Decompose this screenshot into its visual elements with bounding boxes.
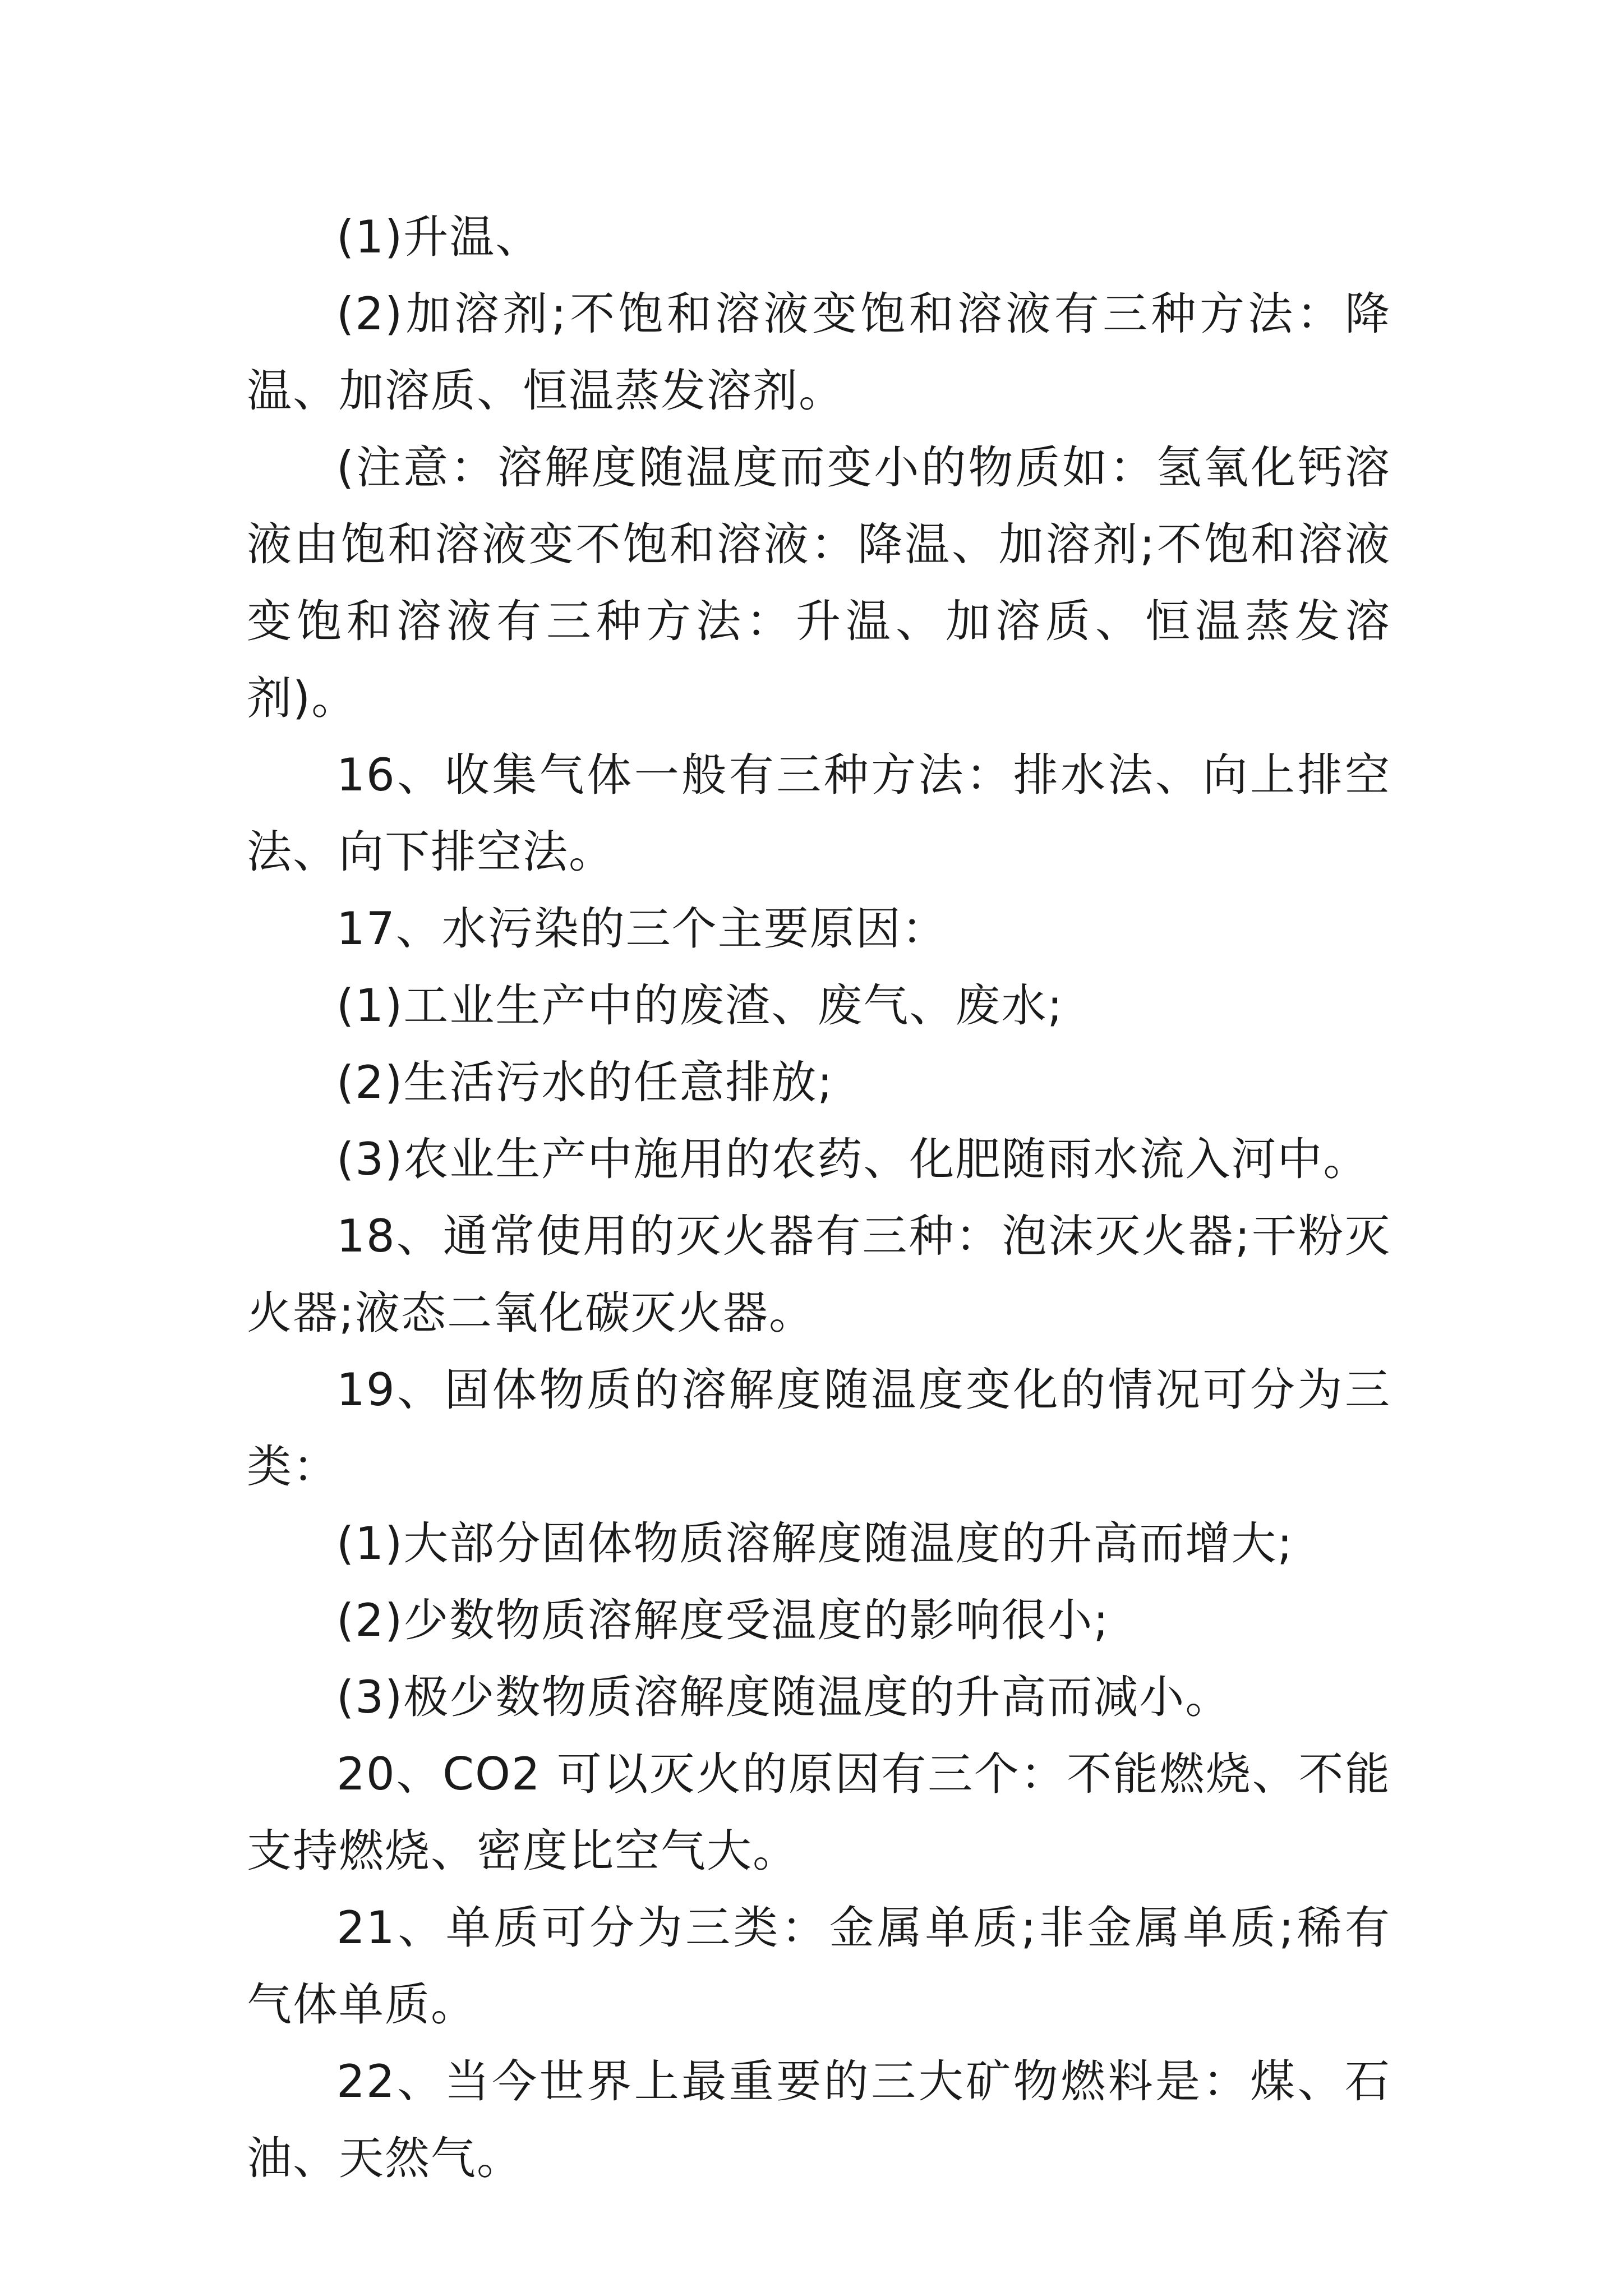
- paragraph-6: (1)工业生产中的废渣、废气、废水;: [336, 979, 1064, 1032]
- paragraph-13: (3)极少数物质溶解度随温度的升高而减小。: [336, 1671, 1232, 1723]
- paragraph-1: (1)升温、: [336, 211, 542, 263]
- paragraph-9: 18、通常使用的灭火器有三种：泡沫灭火器;干粉灭火器;液态二氧化碳灭火器。: [247, 1210, 1391, 1339]
- paragraph-4: 16、收集气体一般有三种方法：排水法、向上排空法、向下排空法。: [247, 749, 1391, 878]
- paragraph-12: (2)少数物质溶解度受温度的影响很小;: [336, 1594, 1110, 1646]
- paragraph-5: 17、水污染的三个主要原因：: [336, 903, 948, 955]
- paragraph-3: (注意：溶解度随温度而变小的物质如：氢氧化钙溶液由饱和溶液变不饱和溶液：降温、加溶剂;不饱和溶液变饱和溶液有三种方法：升温、加溶质、恒温蒸发溶剂)。: [247, 441, 1391, 724]
- paragraph-7: (2)生活污水的任意排放;: [336, 1056, 834, 1108]
- paragraph-11: (1)大部分固体物质溶解度随温度的升高而增大;: [336, 1517, 1294, 1570]
- paragraph-14: 20、CO2 可以灭火的原因有三个：不能燃烧、不能支持燃烧、密度比空气大。: [247, 1748, 1391, 1877]
- paragraph-2: (2)加溶剂;不饱和溶液变饱和溶液有三种方法：降温、加溶质、恒温蒸发溶剂。: [247, 288, 1391, 417]
- paragraph-8: (3)农业生产中施用的农药、化肥随雨水流入河中。: [336, 1133, 1370, 1185]
- document-body: [247, 199, 1391, 2197]
- paragraph-16: 22、当今世界上最重要的三大矿物燃料是：煤、石油、天然气。: [247, 2055, 1391, 2184]
- paragraph-10: 19、固体物质的溶解度随温度变化的情况可分为三类：: [247, 1364, 1391, 1493]
- paragraph-15: 21、单质可分为三类：金属单质;非金属单质;稀有气体单质。: [247, 1902, 1391, 2031]
